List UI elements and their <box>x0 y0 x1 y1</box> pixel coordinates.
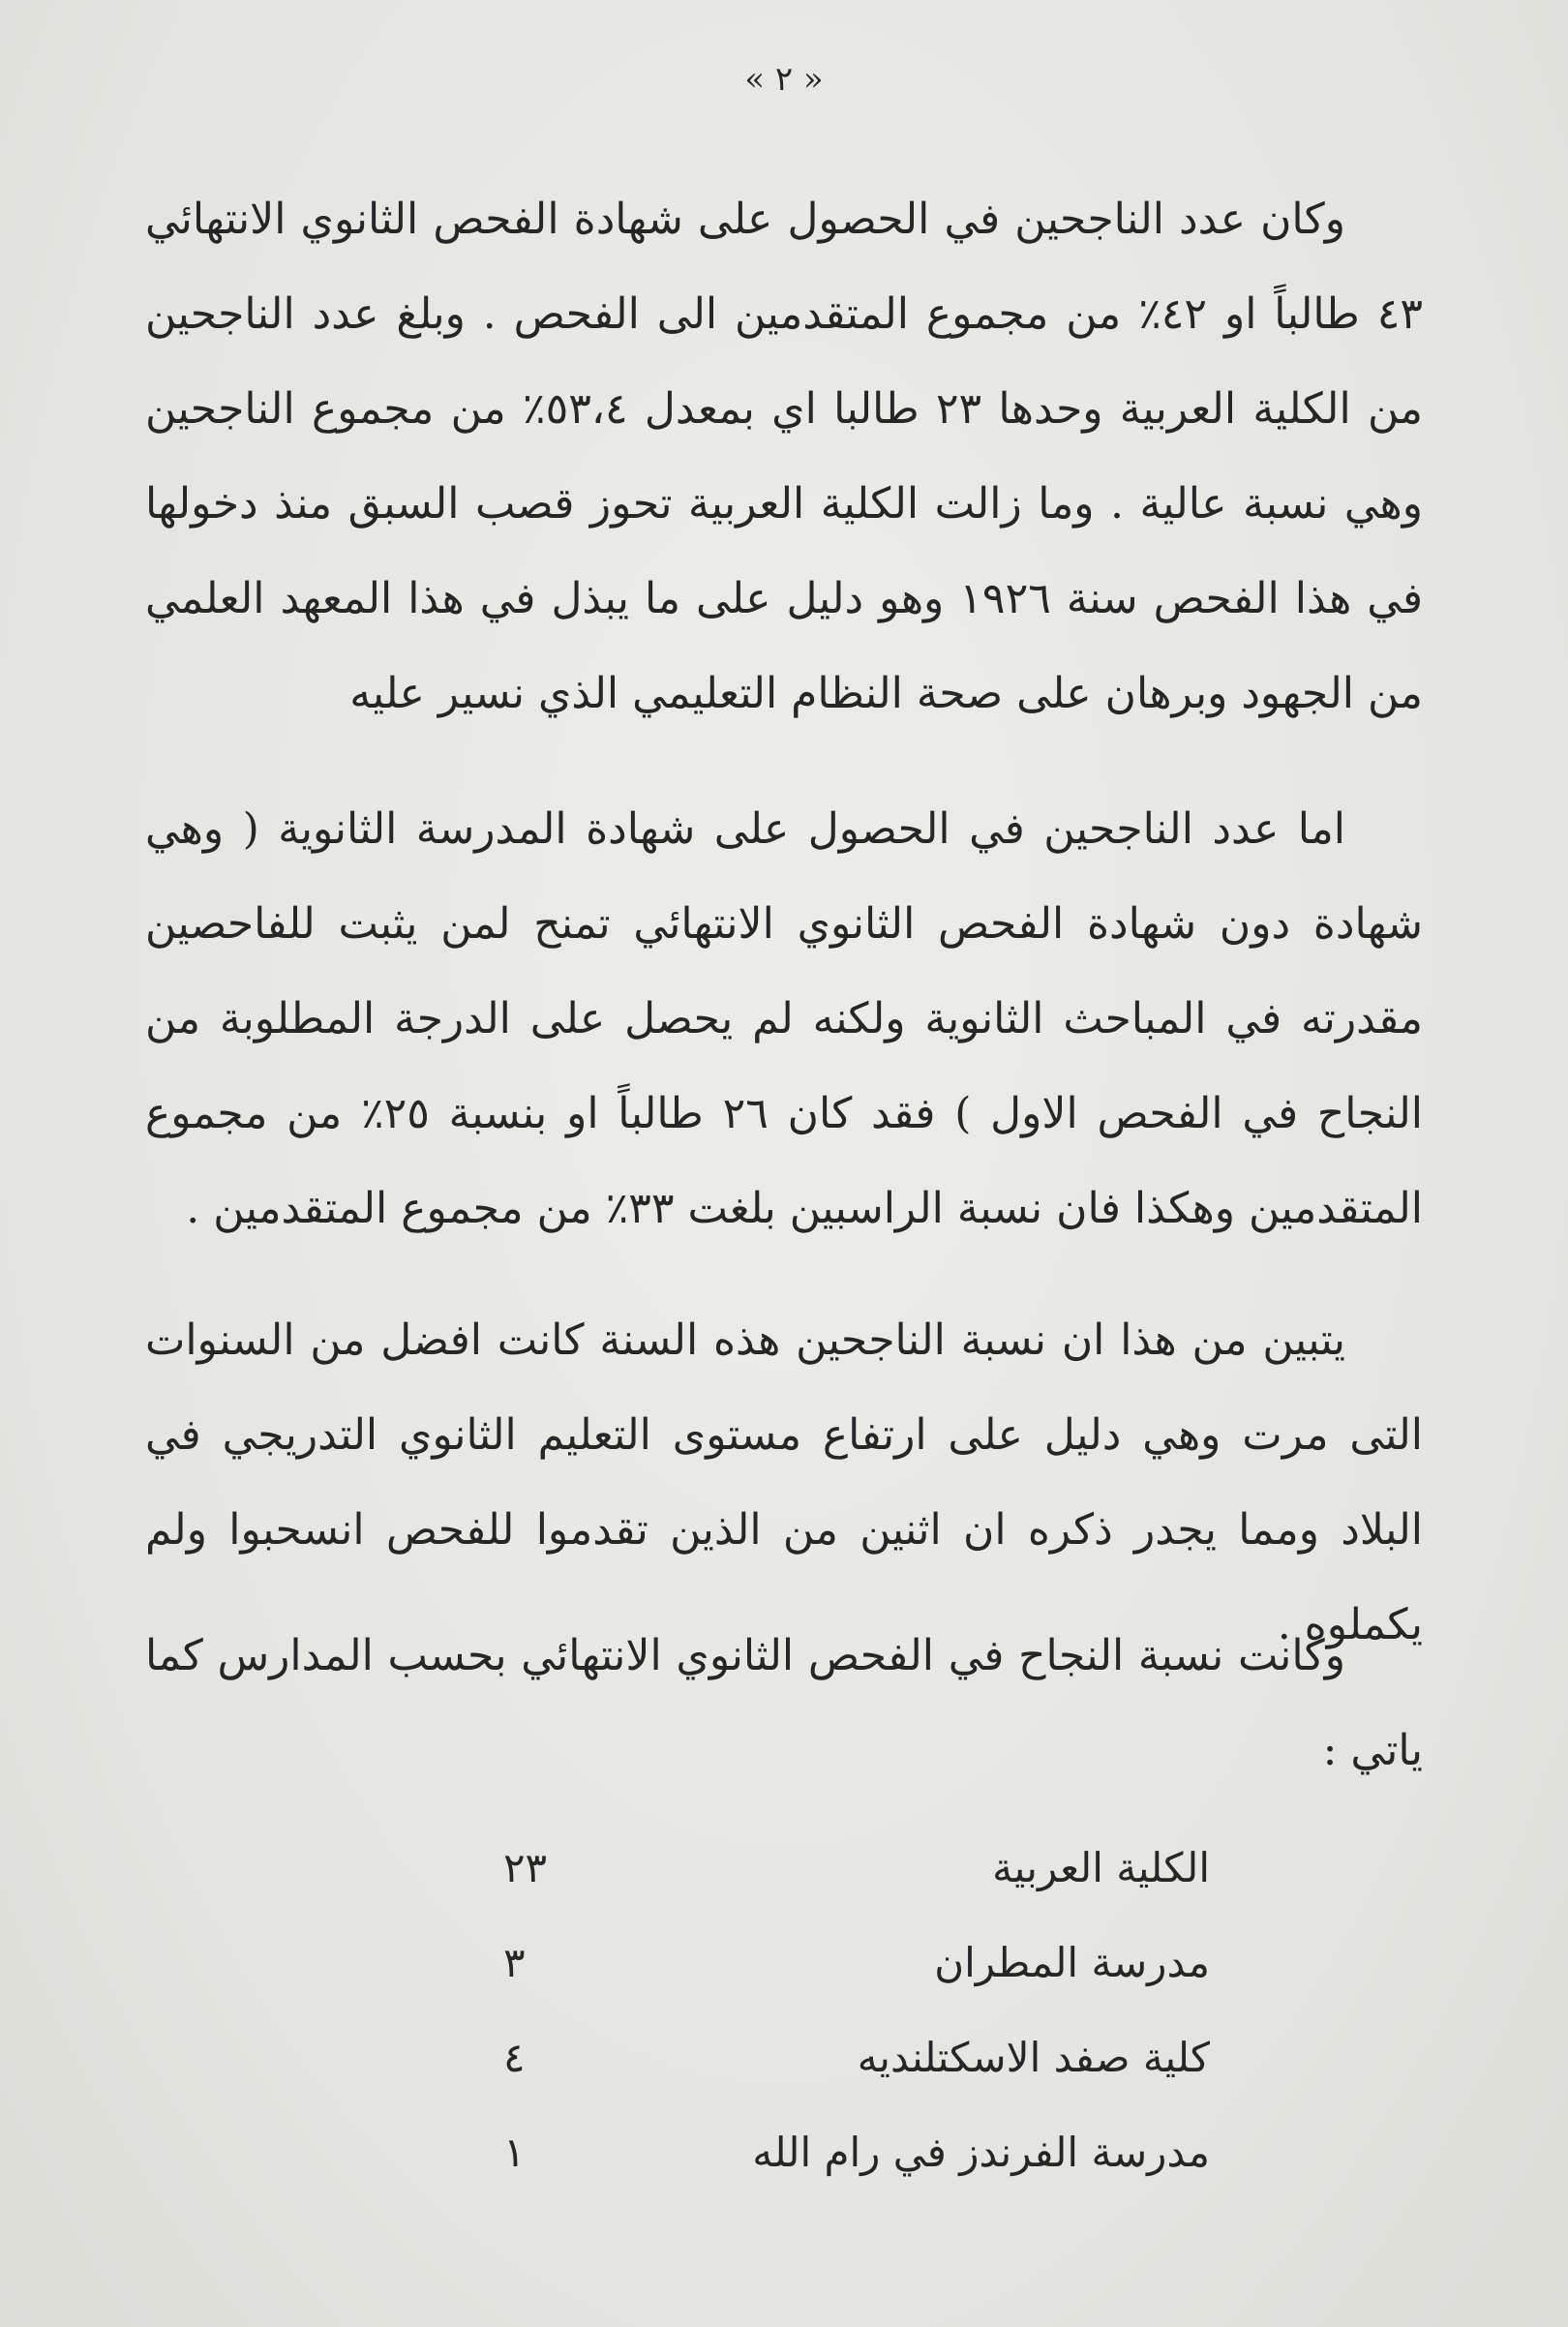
paragraph-1-text: وكان عدد الناجحين في الحصول على شهادة الفحص الثانوي الانتهائي ٤٣ طالباً او ٤٢٪ من مجموع المتقدمين الى الفحص . وبلغ عدد الناجحين من الكلية العربية وحدها ٢٣ طالبا اي بمعدل ٥٣،٤٪ من مجموع الناجحين وهي نسبة عالية . وما زالت الكلية العربية تحوز قصب السبق منذ دخولها في هذا الفحص سنة ١٩٢٦ وهو دليل على ما يبذل في هذا المعهد العلمي من الجهود وبرهان على صحة النظام التعليمي الذي نسير عليه <box>145 195 1424 718</box>
paragraph-3-text: يتبين من هذا ان نسبة الناجحين هذه السنة كانت افضل من السنوات التى مرت وهي دليل على ارتفاع مستوى التعليم الثانوي التدريجي في البلاد ومما يجدر ذكره ان اثنين من الذين تقدموا للفحص انسحبوا ولم يكملوه . <box>145 1315 1423 1649</box>
school-count: ١ <box>503 2128 526 2176</box>
paragraph-2-text: اما عدد الناجحين في الحصول على شهادة المدرسة الثانوية ( وهي شهادة دون شهادة الفحص الثانوي الانتهائي تمنح لمن يثبت للفاحصين مقدرته في المباحث الثانوية ولكنه لم يحصل على الدرجة المطلوبة من النجاح في الفحص الاول ) فقد كان ٢٦ طالباً او بنسبة ٢٥٪ من مجموع المتقدمين وهكذا فان نسبة الراسبين بلغت ٣٣٪ من مجموع المتقدمين . <box>145 804 1423 1233</box>
paragraph-text <box>145 172 1423 741</box>
paragraph-secondary-certificate <box>145 782 1423 1256</box>
paragraph-schools-intro <box>145 1609 1423 1798</box>
paragraph-graduates-count <box>145 172 1423 741</box>
schools-list <box>503 1820 1210 2199</box>
paragraph-text <box>145 1609 1423 1798</box>
school-row <box>503 1915 1210 2010</box>
paragraph-text <box>145 782 1423 1256</box>
school-row <box>503 2104 1210 2199</box>
school-count: ٣ <box>503 1938 526 1986</box>
school-name: مدرسة الفرندز في رام الله <box>752 2128 1210 2176</box>
paragraph-4-text: وكانت نسبة النجاح في الفحص الثانوي الانتهائي بحسب المدارس كما ياتي : <box>145 1631 1423 1775</box>
school-name: مدرسة المطران <box>934 1938 1210 1986</box>
school-count: ٢٣ <box>503 1843 548 1891</box>
school-row <box>503 1820 1210 1915</box>
page-number: « ٢ » <box>744 60 824 99</box>
school-count: ٤ <box>503 2033 526 2081</box>
school-row <box>503 2010 1210 2104</box>
school-name: كلية صفد الاسكتلنديه <box>857 2033 1210 2081</box>
school-name: الكلية العربية <box>992 1843 1210 1891</box>
